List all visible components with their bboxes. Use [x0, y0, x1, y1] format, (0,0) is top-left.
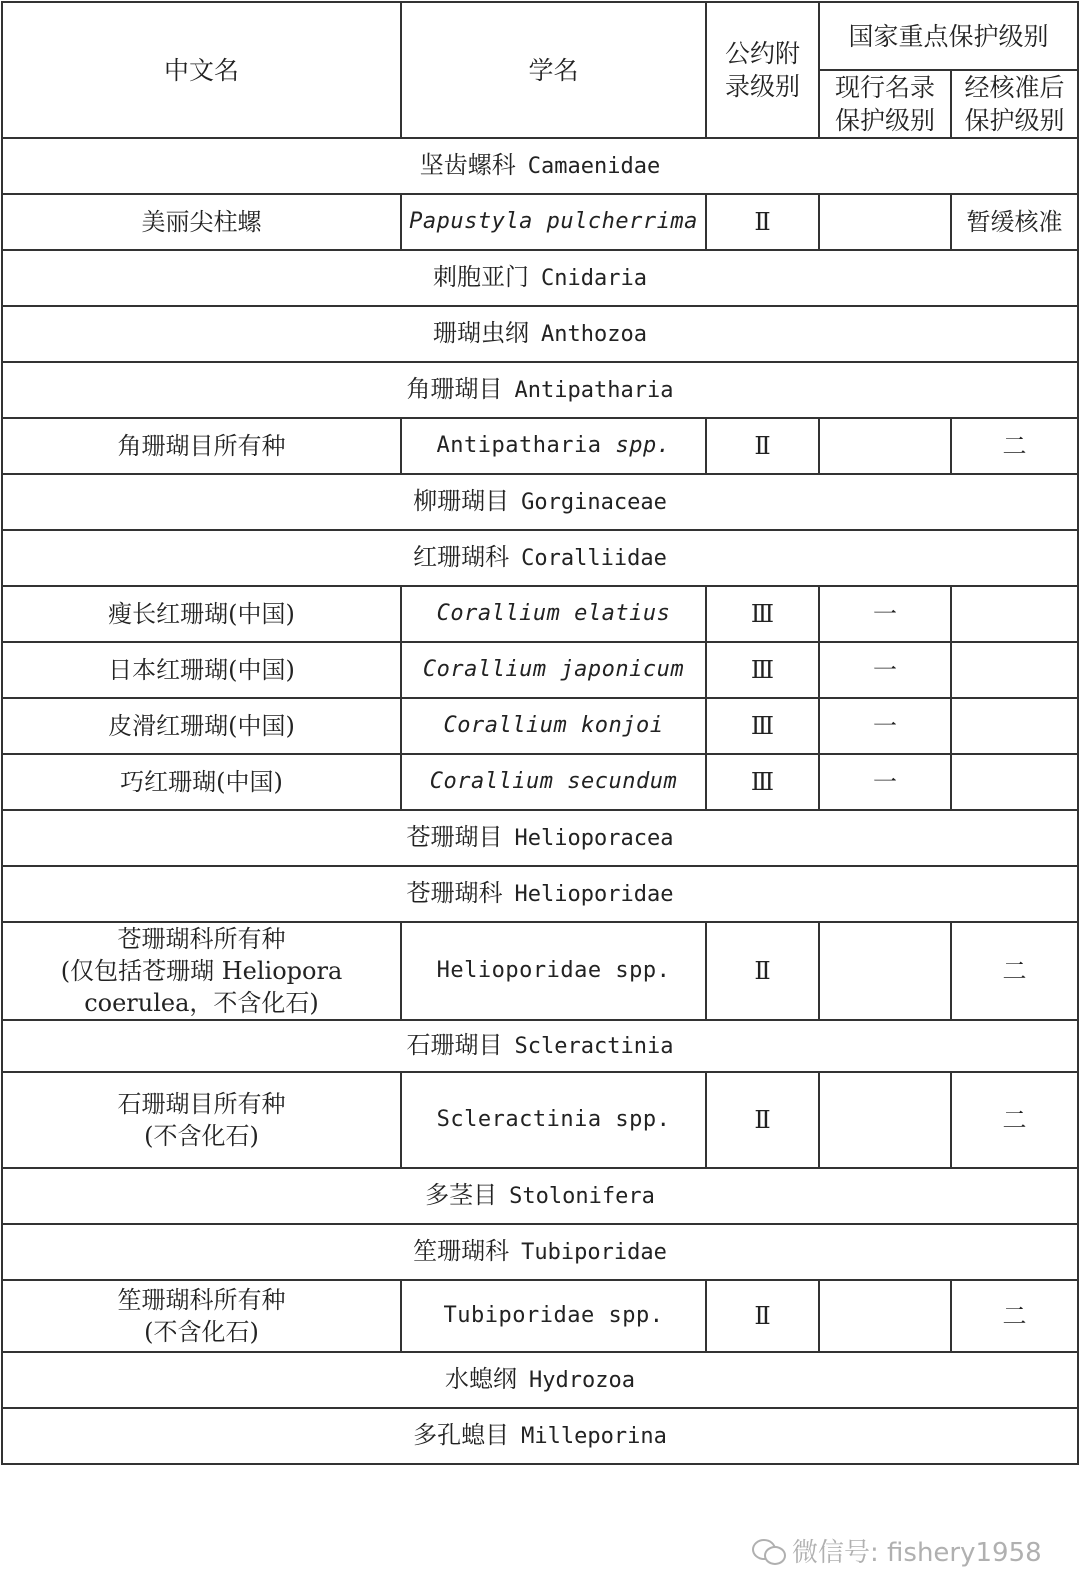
group-chinese-name: 柳珊瑚目	[413, 487, 510, 515]
scientific-name-text: Papustyla pulcherrima	[409, 209, 698, 234]
species-scientific-name	[401, 1280, 706, 1352]
header-appendix-line1: 公约附	[724, 39, 800, 68]
group-scientific-name: Stolonifera	[509, 1184, 655, 1209]
species-row	[2, 754, 1078, 810]
current-level	[819, 418, 951, 474]
taxon-group-cell	[2, 1408, 1078, 1464]
current-level: 一	[819, 698, 951, 754]
group-chinese-name: 苍珊瑚科	[406, 879, 503, 907]
taxon-group-row	[2, 1408, 1078, 1464]
species-row	[2, 642, 1078, 698]
taxon-group-row	[2, 1020, 1078, 1072]
current-level: 一	[819, 754, 951, 810]
species-row	[2, 1280, 1078, 1352]
species-scientific-name	[401, 922, 706, 1020]
chinese-name-line: 石珊瑚目所有种	[117, 1090, 286, 1118]
watermark-text: 微信号: fishery1958	[792, 1538, 1042, 1568]
species-chinese-name	[2, 586, 401, 642]
header-approved-line2: 保护级别	[964, 106, 1065, 135]
group-scientific-name: Helioporidae	[514, 882, 674, 907]
species-chinese-name	[2, 418, 401, 474]
taxon-group-cell	[2, 306, 1078, 362]
header-appendix-line2: 录级别	[724, 72, 800, 101]
taxon-group-row	[2, 250, 1078, 306]
taxon-group-cell	[2, 362, 1078, 418]
approved-level: 二	[951, 1280, 1078, 1352]
group-scientific-name: Helioporacea	[514, 826, 674, 851]
chinese-name-line: 巧红珊瑚(中国)	[120, 768, 283, 796]
group-chinese-name: 多茎目	[425, 1181, 498, 1209]
group-chinese-name: 红珊瑚科	[413, 543, 510, 571]
group-chinese-name: 角珊瑚目	[406, 375, 503, 403]
header-current-line1: 现行名录	[834, 73, 935, 102]
taxon-group-row	[2, 530, 1078, 586]
appendix-level: Ⅲ	[706, 698, 819, 754]
approved-level: 二	[951, 418, 1078, 474]
taxon-group-row	[2, 1352, 1078, 1408]
chinese-name-line: 皮滑红珊瑚(中国)	[108, 712, 295, 740]
taxon-group-cell	[2, 138, 1078, 194]
group-scientific-name: Gorginaceae	[521, 490, 667, 515]
scientific-name-text: Antipatharia	[436, 433, 602, 458]
species-scientific-name	[401, 586, 706, 642]
approved-level: 暂缓核准	[951, 194, 1078, 250]
appendix-level: Ⅱ	[706, 1072, 819, 1168]
species-scientific-name	[401, 642, 706, 698]
header-current-level	[819, 70, 951, 138]
chinese-name-line: (仅包括苍珊瑚 Heliopora	[60, 957, 343, 985]
group-chinese-name: 坚齿螺科	[419, 151, 516, 179]
scientific-name-text: Helioporidae spp.	[436, 958, 671, 983]
group-scientific-name: Antipatharia	[514, 378, 674, 403]
appendix-level: Ⅱ	[706, 194, 819, 250]
species-chinese-name	[2, 698, 401, 754]
species-chinese-name	[2, 194, 401, 250]
species-chinese-name	[2, 1280, 401, 1352]
chinese-name-line: 角珊瑚目所有种	[117, 432, 286, 460]
species-chinese-name	[2, 754, 401, 810]
group-scientific-name: Hydrozoa	[529, 1368, 635, 1393]
approved-level: 二	[951, 922, 1078, 1020]
taxon-group-cell	[2, 1020, 1078, 1072]
scientific-name-text: Tubiporidae spp.	[443, 1303, 664, 1328]
species-scientific-name	[401, 1072, 706, 1168]
scientific-name-suffix: spp.	[615, 433, 671, 458]
group-chinese-name: 珊瑚虫纲	[433, 319, 530, 347]
species-chinese-name	[2, 1072, 401, 1168]
chinese-name-line: coerulea，不含化石)	[84, 989, 319, 1017]
current-level	[819, 1280, 951, 1352]
taxon-group-cell	[2, 1352, 1078, 1408]
chinese-name-line: 笙珊瑚科所有种	[117, 1286, 286, 1314]
header-approved-line1: 经核准后	[964, 73, 1065, 102]
header-current-line2: 保护级别	[834, 106, 935, 135]
appendix-level: Ⅲ	[706, 586, 819, 642]
header-chinese-name: 中文名	[2, 2, 401, 138]
approved-level	[951, 642, 1078, 698]
group-scientific-name: Tubiporidae	[521, 1240, 667, 1265]
taxon-group-cell	[2, 866, 1078, 922]
appendix-level: Ⅱ	[706, 922, 819, 1020]
protection-level-table	[1, 1, 1079, 1465]
taxon-group-cell	[2, 530, 1078, 586]
approved-level	[951, 698, 1078, 754]
group-chinese-name: 多孔螅目	[413, 1421, 510, 1449]
species-row	[2, 194, 1078, 250]
taxon-group-row	[2, 362, 1078, 418]
chinese-name-line: 美丽尖柱螺	[141, 208, 262, 236]
species-row	[2, 418, 1078, 474]
scientific-name-text: Scleractinia spp.	[436, 1107, 671, 1132]
appendix-level: Ⅱ	[706, 418, 819, 474]
species-scientific-name	[401, 754, 706, 810]
current-level: 一	[819, 642, 951, 698]
taxon-group-row	[2, 866, 1078, 922]
species-scientific-name	[401, 418, 706, 474]
taxon-group-cell	[2, 1168, 1078, 1224]
current-level	[819, 194, 951, 250]
taxon-group-row	[2, 474, 1078, 530]
approved-level	[951, 586, 1078, 642]
taxon-group-row	[2, 306, 1078, 362]
header-approved-level	[951, 70, 1078, 138]
taxon-group-row	[2, 810, 1078, 866]
species-row	[2, 698, 1078, 754]
appendix-level: Ⅲ	[706, 642, 819, 698]
group-scientific-name: Milleporina	[521, 1424, 667, 1449]
header-scientific-name: 学名	[401, 2, 706, 138]
species-scientific-name	[401, 194, 706, 250]
current-level	[819, 1072, 951, 1168]
group-scientific-name: Camaenidae	[527, 154, 661, 179]
species-row	[2, 922, 1078, 1020]
group-chinese-name: 刺胞亚门	[433, 263, 530, 291]
taxon-group-cell	[2, 250, 1078, 306]
approved-level	[951, 754, 1078, 810]
watermark	[752, 1532, 1042, 1569]
species-chinese-name	[2, 922, 401, 1020]
group-chinese-name: 苍珊瑚目	[406, 823, 503, 851]
scientific-name-text: Corallium elatius	[436, 601, 671, 626]
group-scientific-name: Anthozoa	[541, 322, 647, 347]
current-level: 一	[819, 586, 951, 642]
taxon-group-cell	[2, 810, 1078, 866]
wechat-icon	[752, 1537, 786, 1565]
group-chinese-name: 水螅纲	[445, 1365, 518, 1393]
taxon-group-row	[2, 1168, 1078, 1224]
group-scientific-name: Cnidaria	[541, 266, 647, 291]
chinese-name-line: 瘦长红珊瑚(中国)	[108, 600, 295, 628]
species-chinese-name	[2, 642, 401, 698]
header-national-protection: 国家重点保护级别	[819, 2, 1078, 70]
scientific-name-text: Corallium konjoi	[443, 713, 664, 738]
chinese-name-line: 日本红珊瑚(中国)	[108, 656, 295, 684]
species-row	[2, 586, 1078, 642]
chinese-name-line: (不含化石)	[144, 1318, 259, 1346]
approved-level: 二	[951, 1072, 1078, 1168]
appendix-level: Ⅲ	[706, 754, 819, 810]
current-level	[819, 922, 951, 1020]
group-chinese-name: 石珊瑚目	[406, 1031, 503, 1059]
chinese-name-line: (不含化石)	[144, 1122, 259, 1150]
species-row	[2, 1072, 1078, 1168]
taxon-group-row	[2, 1224, 1078, 1280]
scientific-name-text: Corallium secundum	[429, 769, 678, 794]
species-scientific-name	[401, 698, 706, 754]
group-scientific-name: Coralliidae	[521, 546, 667, 571]
table-body	[2, 138, 1078, 1464]
taxon-group-cell	[2, 474, 1078, 530]
chinese-name-line: 苍珊瑚科所有种	[117, 925, 286, 953]
group-chinese-name: 笙珊瑚科	[413, 1237, 510, 1265]
taxon-group-row	[2, 138, 1078, 194]
group-scientific-name: Scleractinia	[514, 1034, 674, 1059]
appendix-level: Ⅱ	[706, 1280, 819, 1352]
taxon-group-cell	[2, 1224, 1078, 1280]
scientific-name-text: Corallium japonicum	[422, 657, 685, 682]
header-appendix-level	[706, 2, 819, 138]
